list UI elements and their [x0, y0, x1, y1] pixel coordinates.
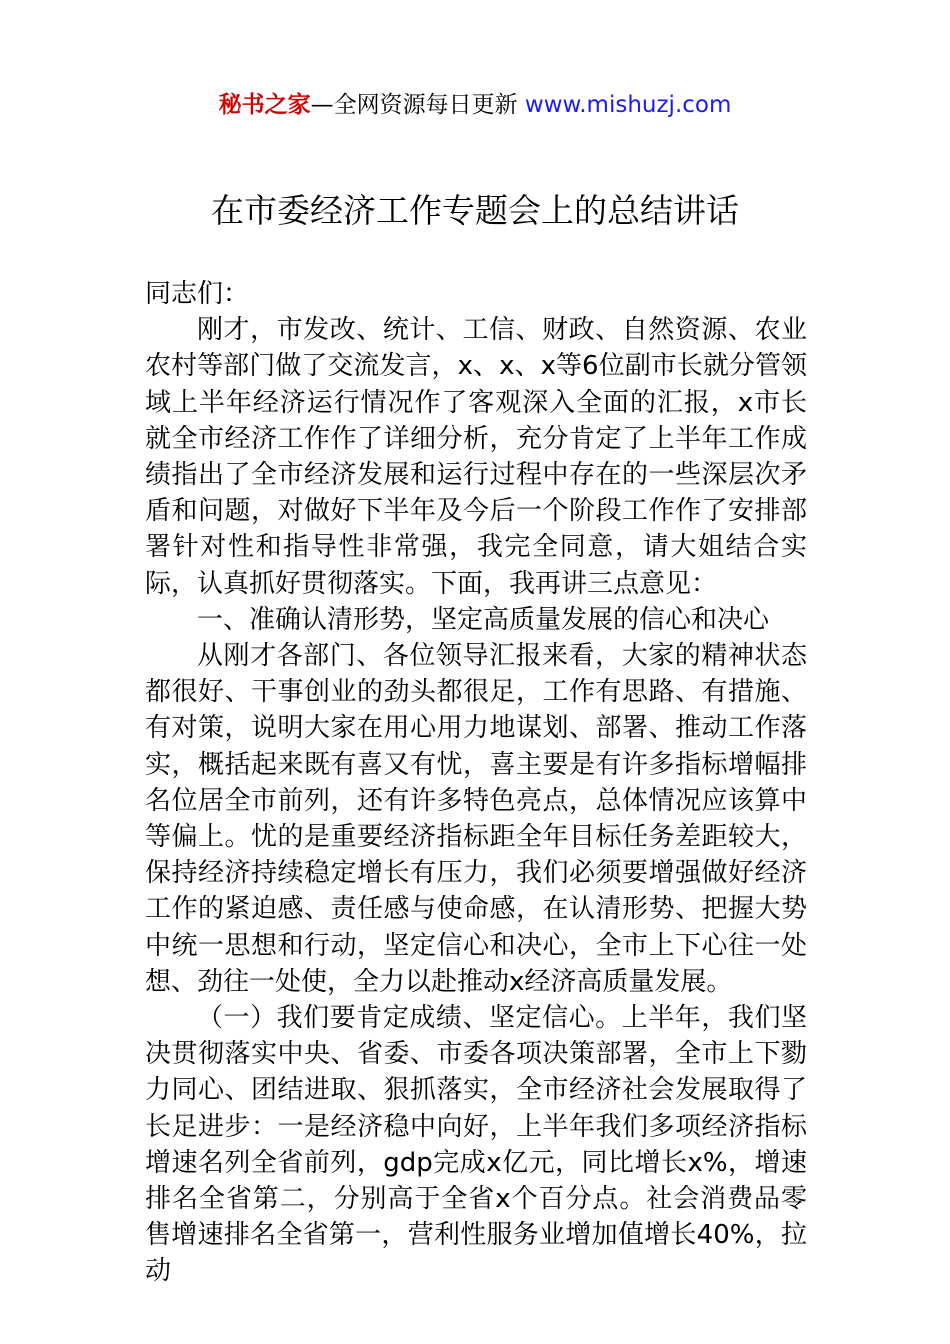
greeting: 同志们：: [145, 279, 250, 309]
paragraph-intro: 刚才，市发改、统计、工信、财政、自然资源、农业农村等部门做了交流发言，x、x、x等6位副市长就分管领域上半年经济运行情况作了客观深入全面的汇报，x市长就全市经济工作作了详细分析，充分肯定了上半年工作成绩指出了全市经济发展和运行过程中存在的一些深层次矛盾和问题，对做好下半年及今后一个阶段工作作了安排部署针对性和指导性非常强，我完全同意，请大姐结合实际，认真抓好贯彻落实。下面，我再讲三点意见：: [145, 315, 807, 599]
brand-name: 秘书之家: [218, 92, 311, 118]
header-tagline: —全网资源每日更新: [310, 92, 525, 118]
document-body: [145, 276, 807, 1290]
document-title: 在市委经济工作专题会上的总结讲话: [211, 191, 739, 230]
paragraph-situation: 从刚才各部门、各位领导汇报来看，大家的精神状态都很好、干事创业的劲头都很足，工作有思路、有措施、有对策，说明大家在用心用力地谋划、部署、推动工作落实，概括起来既有喜又有忧，喜主要是有许多指标增幅排名位居全市前列，还有许多特色亮点，总体情况应该算中等偏上。忧的是重要经济指标距全年目标任务差距较大，保持经济持续稳定增长有压力，我们必须要增强做好经济工作的紧迫感、责任感与使命感，在认清形势、把握大势中统一思想和行动，坚定信心和决心，全市上下心往一处想、劲往一处使，全力以赴推动x经济高质量发展。: [145, 641, 807, 997]
site-link[interactable]: www.mishuzj.com: [524, 92, 732, 118]
paragraph-achievements: （一）我们要肯定成绩、坚定信心。上半年，我们坚决贯彻落实中央、省委、市委各项决策部署，全市上下勠力同心、团结进取、狠抓落实，全市经济社会发展取得了长足进步：一是经济稳中向好，上半年我们多项经济指标增速名列全省前列，gdp完成x亿元，同比增长x%，增速排名全省第二，分别高于全省x个百分点。社会消费品零售增速排名全省第一，营利性服务业增加值增长40%，拉动: [145, 1003, 807, 1287]
site-header: [0, 88, 950, 122]
section-heading-1: 一、准确认清形势，坚定高质量发展的信心和决心: [197, 604, 770, 635]
